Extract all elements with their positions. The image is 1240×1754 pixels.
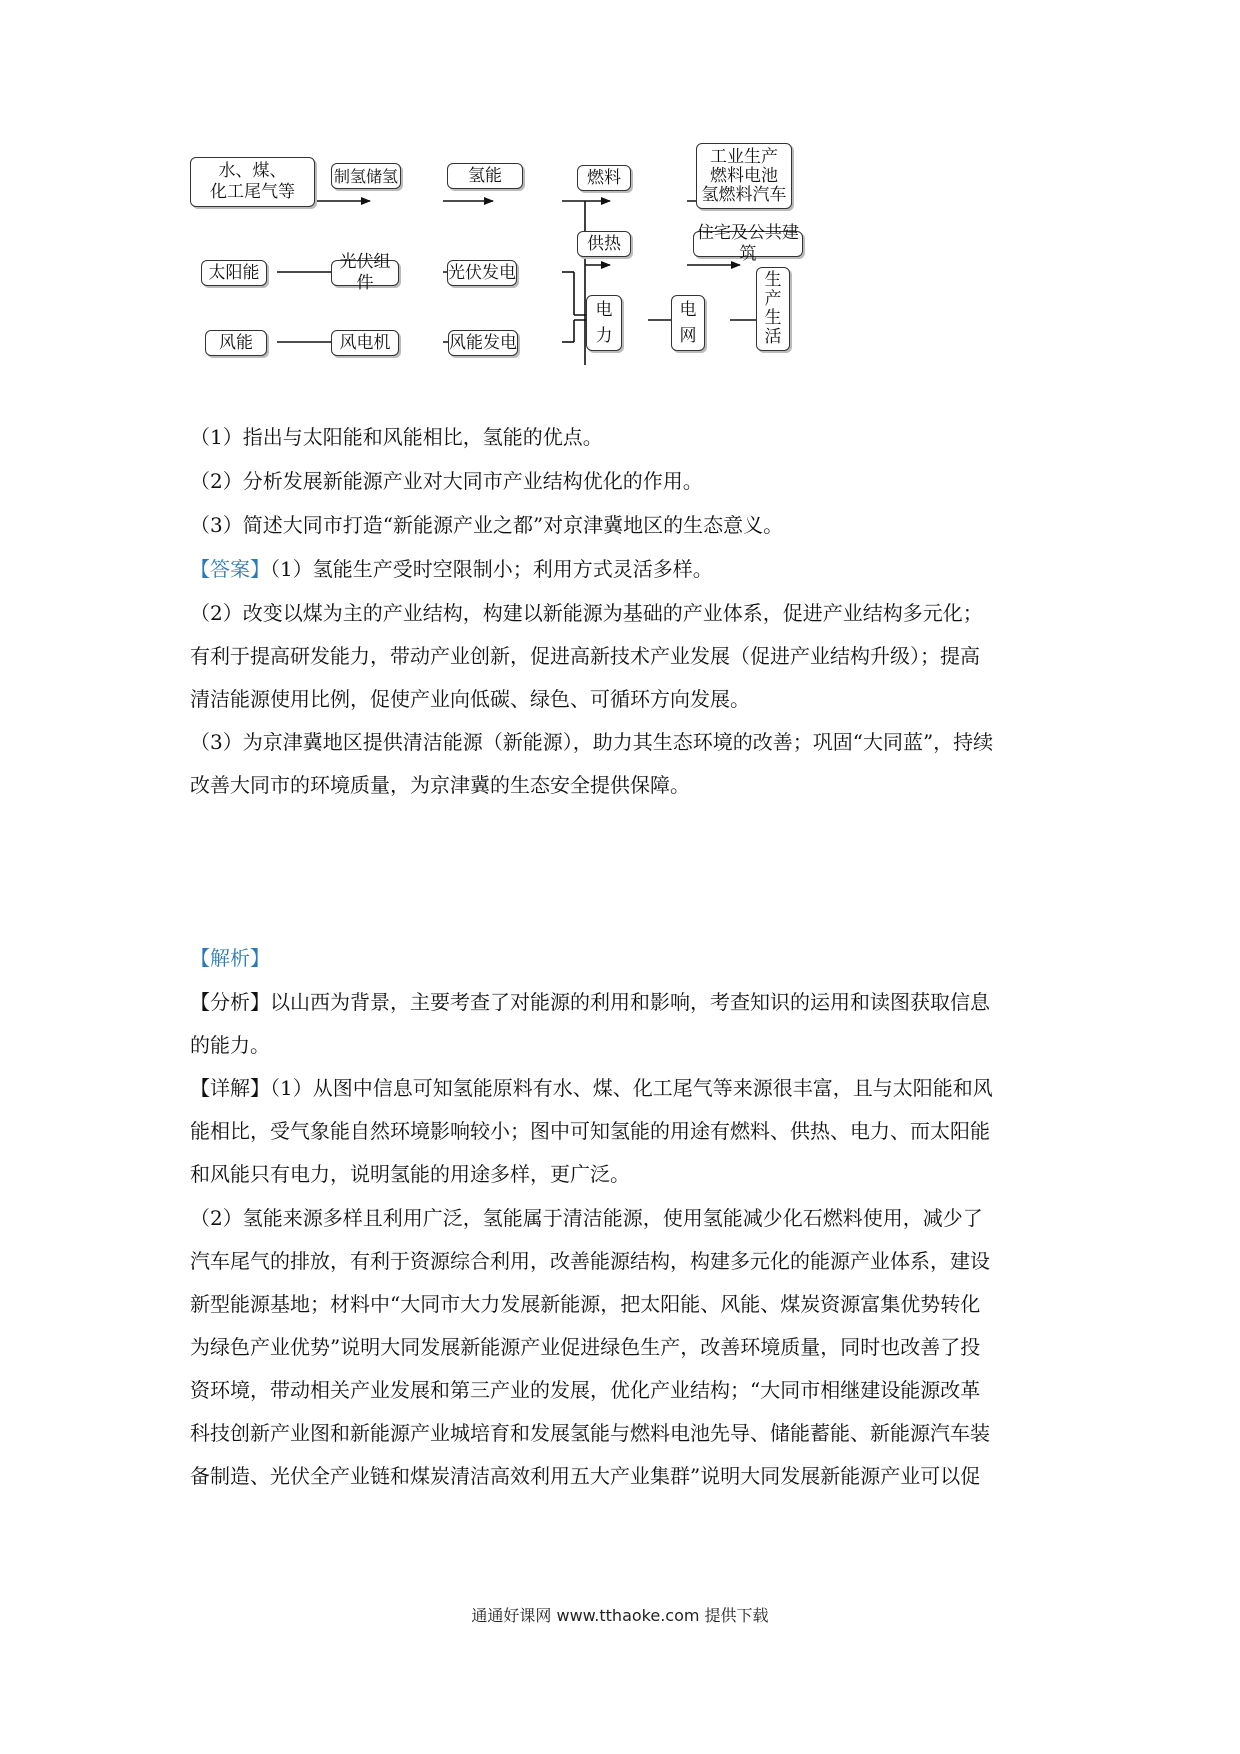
- node-hydrogen: 氢能: [447, 163, 523, 189]
- node-grid: 电 网: [671, 295, 705, 351]
- node-fuel: 燃料: [577, 165, 631, 191]
- detail-2-line-6: 科技创新产业图和新能源产业城培育和发展氢能与燃料电池先导、储能蓄能、新能源汽车装: [190, 1421, 990, 1445]
- answer-tag: 【答案】: [190, 557, 270, 581]
- fenxi-line-2: 的能力。: [190, 1033, 270, 1057]
- detail-1-line-1: [190, 1075, 1060, 1101]
- node-hydrogen-storage: 制氢储氢: [331, 163, 401, 189]
- answer-3-line-2: 改善大同市的环境质量，为京津冀的生态安全提供保障。: [190, 773, 690, 797]
- node-wind-turbine: 风电机: [331, 330, 399, 356]
- detail-1-line-2: 能相比，受气象能自然环境影响较小；图中可知氢能的用途有燃料、供热、电力、而太阳能: [190, 1119, 990, 1143]
- detail-1-line-3: 和风能只有电力，说明氢能的用途多样，更广泛。: [190, 1162, 630, 1186]
- answer-1-line: [190, 556, 1060, 582]
- question-1: （1）指出与太阳能和风能相比，氢能的优点。: [190, 425, 603, 449]
- answer-3-line-1: （3）为京津冀地区提供清洁能源（新能源），助力其生态环境的改善；巩固“大同蓝”，持续: [190, 730, 994, 754]
- node-solar: 太阳能: [201, 260, 267, 286]
- node-sources: 水、煤、 化工尾气等: [190, 157, 315, 207]
- answer-2-line-3: 清洁能源使用比例，促使产业向低碳、绿色、可循环方向发展。: [190, 687, 750, 711]
- node-production-life: 生 产 生 活: [756, 267, 790, 351]
- page-footer: 通通好课网 www.tthaoke.com 提供下载: [471, 1606, 769, 1625]
- node-industry: 工业生产 燃料电池 氢燃料汽车: [696, 143, 792, 209]
- detail-2-line-5: 资环境，带动相关产业发展和第三产业的发展，优化产业结构；“大同市相继建设能源改革: [190, 1378, 981, 1402]
- answer-2-line-2: 有利于提高研发能力，带动产业创新，促进高新技术产业发展（促进产业结构升级）；提高: [190, 644, 980, 668]
- detail-2-line-7: 备制造、光伏全产业链和煤炭清洁高效利用五大产业集群”说明大同发展新能源产业可以促: [190, 1464, 981, 1488]
- energy-flow-diagram: [200, 146, 920, 415]
- analysis-tag: 【解析】: [190, 946, 270, 970]
- detail-2-line-2: 汽车尾气的排放，有利于资源综合利用，改善能源结构，构建多元化的能源产业体系，建设: [190, 1249, 990, 1273]
- node-housing: 住宅及公共建筑: [693, 231, 803, 257]
- detail-2-line-3: 新型能源基地；材料中“大同市大力发展新能源，把太阳能、风能、煤炭资源富集优势转化: [190, 1292, 981, 1316]
- fenxi-line-1: [190, 989, 1060, 1015]
- answer-2-line-1: （2）改变以煤为主的产业结构，构建以新能源为基础的产业体系，促进产业结构多元化；: [190, 601, 983, 625]
- fenxi-tag: 【分析】: [190, 990, 270, 1014]
- node-wind-power: 风能发电: [448, 330, 518, 356]
- node-pv-power: 光伏发电: [447, 260, 517, 286]
- fenxi-text: 以山西为背景，主要考查了对能源的利用和影响，考查知识的运用和读图获取信息: [270, 990, 990, 1014]
- detail-2-line-4: 为绿色产业优势”说明大同发展新能源产业促进绿色生产，改善环境质量，同时也改善了投: [190, 1335, 981, 1359]
- node-wind: 风能: [205, 330, 267, 356]
- node-electricity: 电 力: [586, 295, 622, 351]
- detail-2-line-1: （2）氢能来源多样且利用广泛，氢能属于清洁能源，使用氢能减少化石燃料使用，减少了: [190, 1206, 983, 1230]
- question-3: （3）简述大同市打造“新能源产业之都”对京津冀地区的生态意义。: [190, 513, 784, 537]
- question-2: （2）分析发展新能源产业对大同市产业结构优化的作用。: [190, 469, 703, 493]
- node-heat: 供热: [577, 231, 631, 257]
- node-pv-module: 光伏组件: [331, 260, 399, 286]
- xiangjie-tag: 【详解】: [190, 1076, 270, 1100]
- detail-1-text: （1）从图中信息可知氢能原料有水、煤、化工尾气等来源很丰富，且与太阳能和风: [270, 1076, 993, 1100]
- answer-1: （1）氢能生产受时空限制小；利用方式灵活多样。: [270, 557, 713, 581]
